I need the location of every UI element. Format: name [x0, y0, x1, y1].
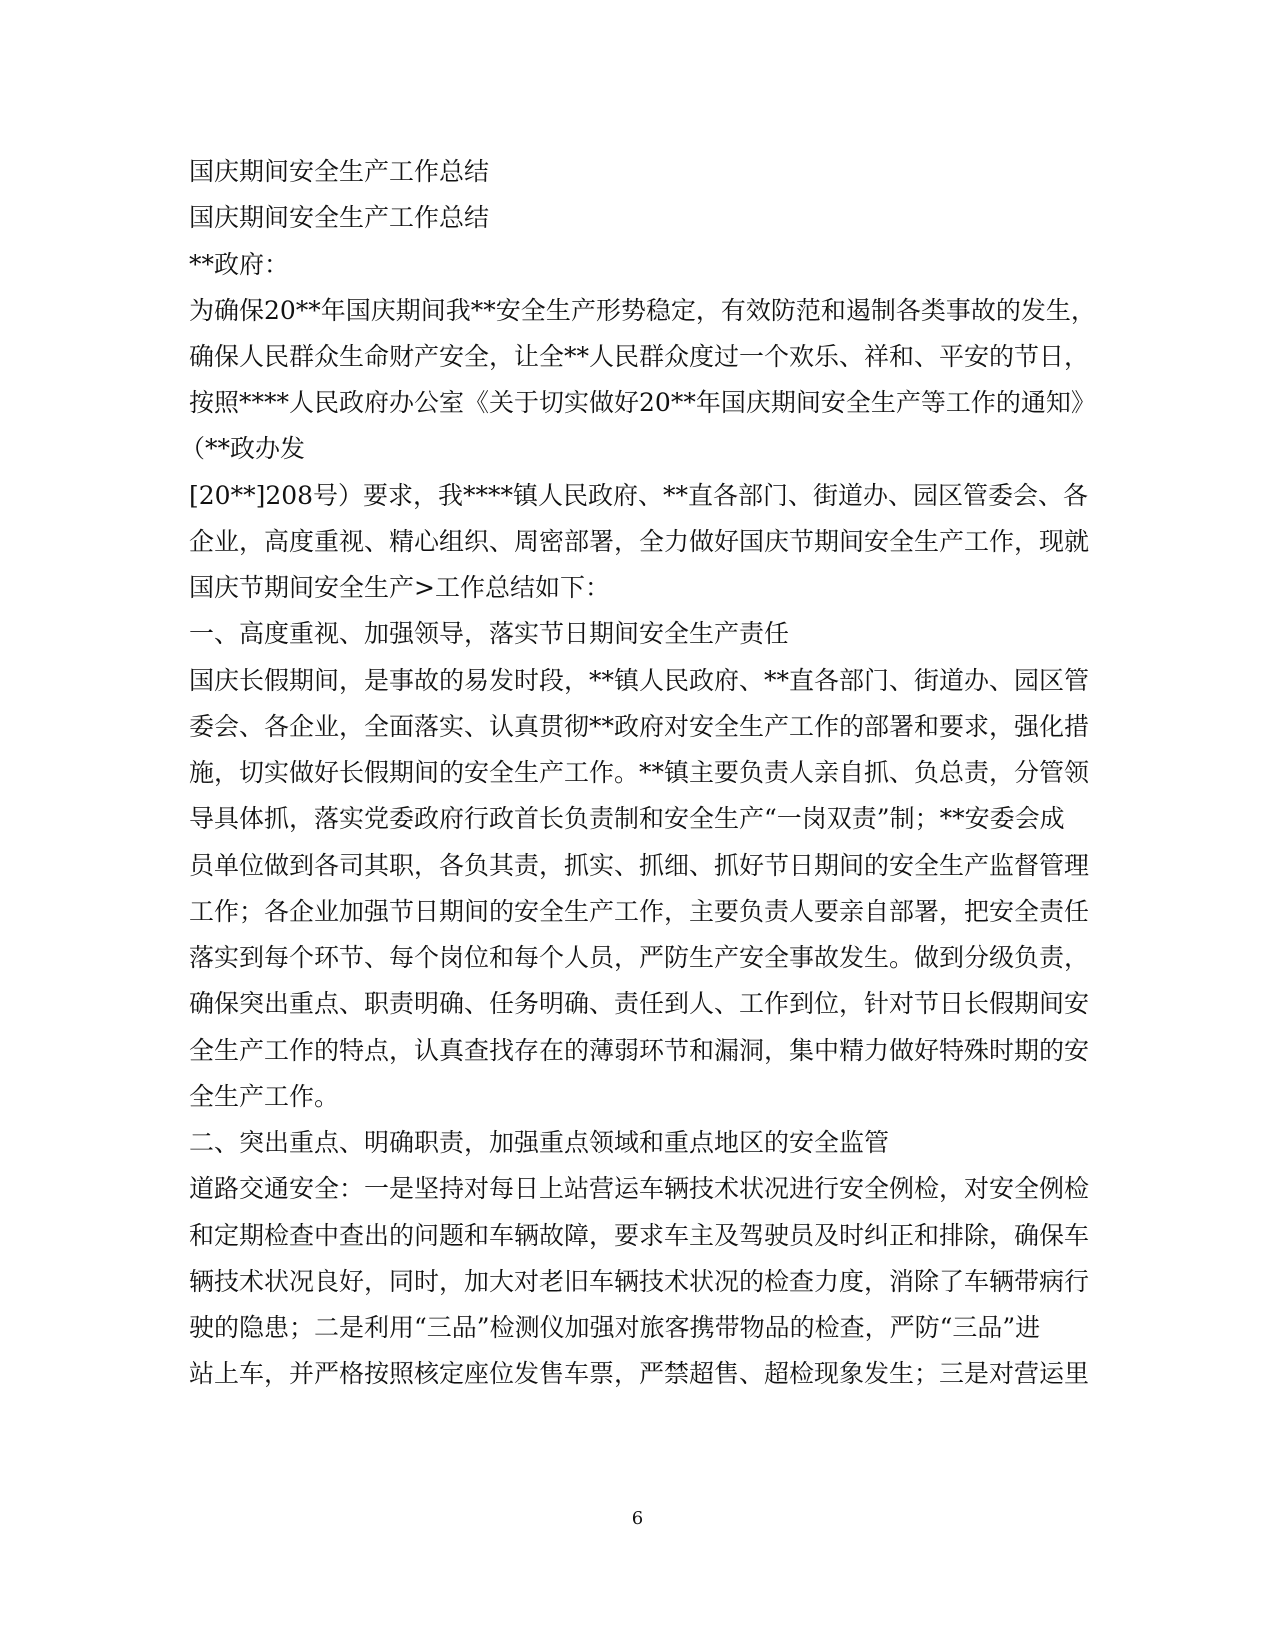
text-line: 落实到每个环节、每个岗位和每个人员，严防生产安全事故发生。做到分级负责，	[189, 943, 1090, 972]
text-line: 按照****人民政府办公室《关于切实做好20**年国庆期间安全生产等工作的通知》	[189, 388, 1096, 417]
text-line: 驶的隐患；二是利用“三品”检测仪加强对旅客携带物品的检查，严防“三品”进	[189, 1313, 1041, 1342]
text-line: 导具体抓，落实党委政府行政首长负责制和安全生产“一岗双责”制；**安委会成	[189, 804, 1065, 833]
text-line: 委会、各企业，全面落实、认真贯彻**政府对安全生产工作的部署和要求，强化措	[189, 712, 1090, 741]
text-line: 员单位做到各司其职，各负其责，抓实、抓细、抓好节日期间的安全生产监督管理	[189, 851, 1090, 880]
text-line: 工作；各企业加强节日期间的安全生产工作，主要负责人要亲自部署，把安全责任	[189, 897, 1090, 926]
text-line: 站上车，并严格按照核定座位发售车票，严禁超售、超检现象发生；三是对营运里	[189, 1359, 1090, 1388]
text-line: 施，切实做好长假期间的安全生产工作。**镇主要负责人亲自抓、负总责，分管领	[189, 758, 1090, 787]
text-line: 企业，高度重视、精心组织、周密部署，全力做好国庆节期间安全生产工作，现就	[189, 527, 1090, 556]
page-number: 6	[631, 1508, 644, 1529]
text-line: 确保人民群众生命财产安全，让全**人民群众度过一个欢乐、祥和、平安的节日，	[189, 342, 1090, 371]
text-line: [20**]208号）要求，我****镇人民政府、**直各部门、街道办、园区管委会、各	[189, 481, 1089, 510]
text-line: 全生产工作。	[189, 1082, 340, 1111]
text-line: 确保突出重点、职责明确、任务明确、责任到人、工作到位，针对节日长假期间安	[189, 989, 1090, 1018]
addressee-line: **政府：	[189, 250, 290, 279]
document-title: 国庆期间安全生产工作总结	[189, 157, 490, 186]
text-line: 为确保20**年国庆期间我**安全生产形势稳定，有效防范和遏制各类事故的发生，	[189, 296, 1096, 325]
text-line: （**政办发	[180, 434, 306, 463]
text-line: 全生产工作的特点，认真查找存在的薄弱环节和漏洞，集中精力做好特殊时期的安	[189, 1036, 1090, 1065]
text-line: 道路交通安全：一是坚持对每日上站营运车辆技术状况进行安全例检，对安全例检	[189, 1174, 1090, 1203]
text-line: 国庆节期间安全生产>工作总结如下：	[189, 573, 610, 602]
text-line: 和定期检查中查出的问题和车辆故障，要求车主及驾驶员及时纠正和排除，确保车	[189, 1221, 1090, 1250]
section-heading-2: 二、突出重点、明确职责，加强重点领域和重点地区的安全监管	[189, 1128, 890, 1157]
section-heading-1: 一、高度重视、加强领导，落实节日期间安全生产责任	[189, 619, 790, 648]
text-line: 辆技术状况良好，同时，加大对老旧车辆技术状况的检查力度，消除了车辆带病行	[189, 1267, 1090, 1296]
text-line: 国庆长假期间，是事故的易发时段，**镇人民政府、**直各部门、街道办、园区管	[189, 666, 1090, 695]
document-subtitle: 国庆期间安全生产工作总结	[189, 203, 490, 232]
